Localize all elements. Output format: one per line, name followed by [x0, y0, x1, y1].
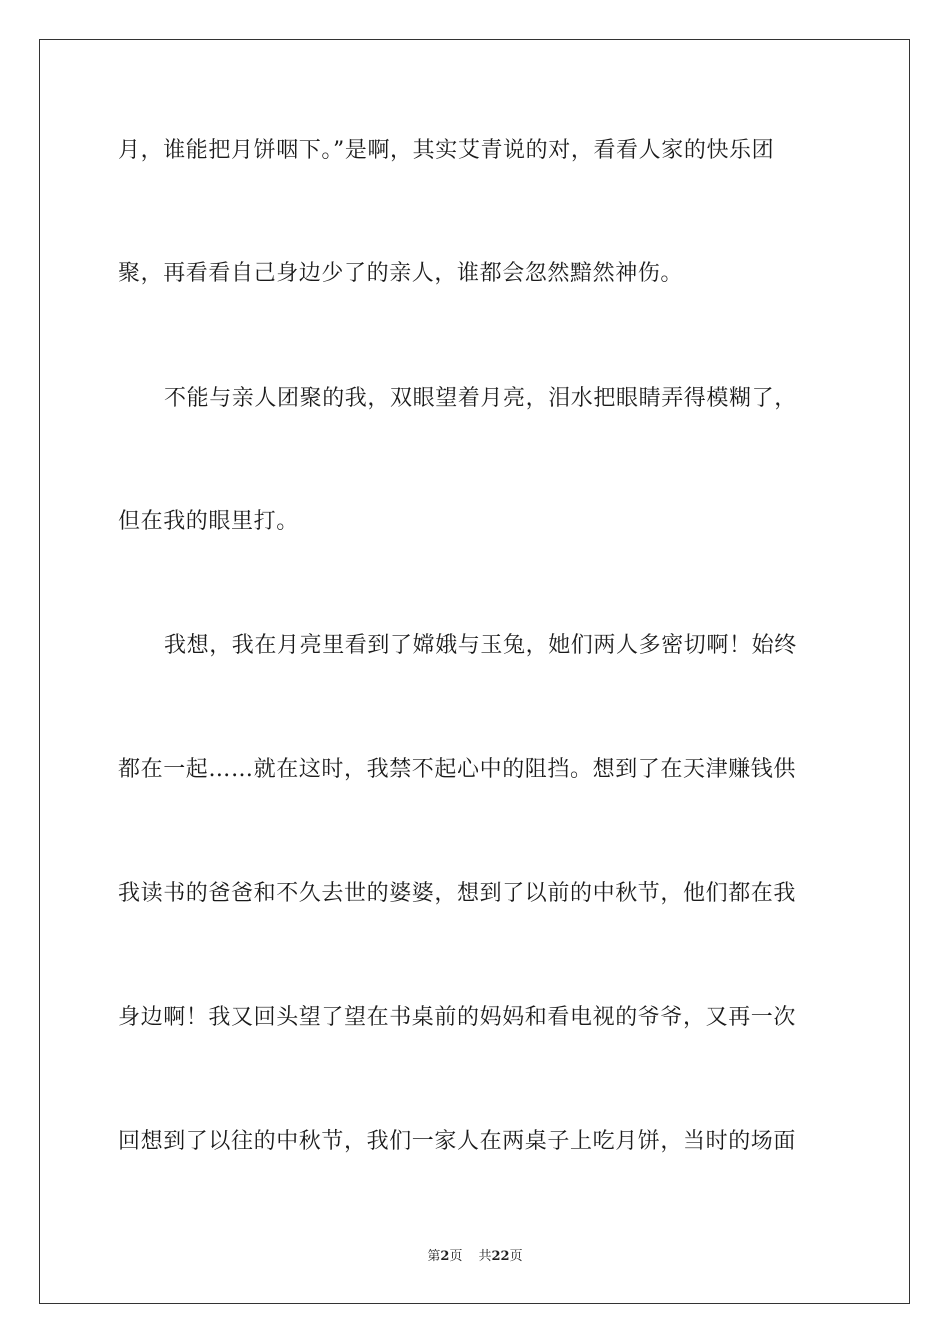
text-line-8: 身边啊！我又回头望了望在书桌前的妈妈和看电视的爷爷，又再一次 [118, 1005, 797, 1030]
text-line-1: 月，谁能把月饼咽下。”是啊，其实艾青说的对，看看人家的快乐团 [118, 138, 775, 163]
text-line-6: 都在一起……就在这时，我禁不起心中的阻挡。想到了在天津赚钱供 [118, 757, 797, 782]
footer-page-prefix: 第 [427, 1249, 441, 1264]
footer-total-prefix: 共 [478, 1249, 492, 1264]
text-line-2: 聚，再看看自己身边少了的亲人，谁都会忽然黯然神伤。 [118, 261, 684, 286]
text-line-5: 我想，我在月亮里看到了嫦娥与玉兔，她们两人多密切啊！始终 [164, 633, 797, 658]
footer-total-pages: 22 [491, 1249, 510, 1264]
footer-total-suffix: 页 [509, 1249, 523, 1264]
page-footer [0, 1248, 950, 1266]
footer-page-number: 2 [440, 1249, 450, 1264]
text-line-7: 我读书的爸爸和不久去世的婆婆，想到了以前的中秋节，他们都在我 [118, 881, 797, 906]
footer-page-suffix: 页 [449, 1249, 463, 1264]
page-border [39, 39, 910, 1304]
text-line-4: 但在我的眼里打。 [118, 509, 299, 534]
text-line-3: 不能与亲人团聚的我，双眼望着月亮，泪水把眼睛弄得模糊了， [164, 386, 797, 411]
text-line-9: 回想到了以往的中秋节，我们一家人在两桌子上吃月饼，当时的场面 [118, 1129, 797, 1154]
